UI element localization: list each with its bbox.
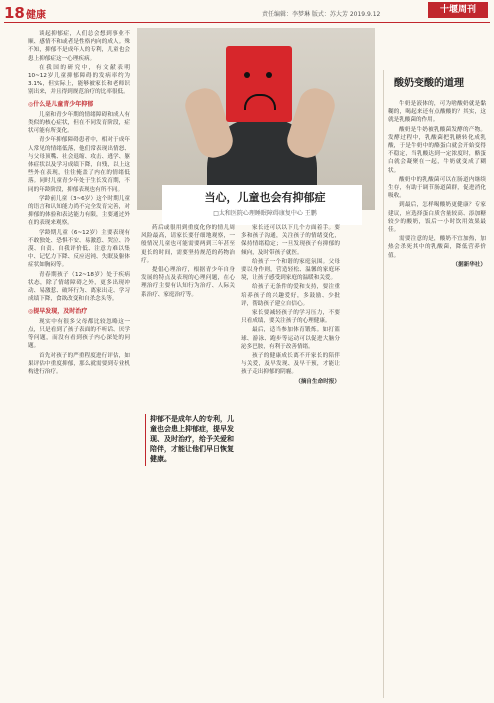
paragraph: 家长要减轻孩子的学习压力，不要只看成绩，要关注孩子的心理健康。 [241, 310, 340, 325]
paragraph: 药后或很用到重度化你的情儿周风险最高，请家长要仔细地观察，一般情况儿童也可能需要两到三年甚至更长的时间，需要坚持规范的药物治疗。 [141, 225, 235, 264]
editor-credits: 责任编辑：李梦琳 版式：苏大芳 2019.9.12 [262, 11, 381, 18]
section-label: 健康 [26, 10, 46, 21]
paragraph: 给孩子一个和谐的家庭氛围。父母要以身作则，营造轻松、温馨的家庭环境，让孩子感受到家庭的温暖和关爱。 [241, 258, 340, 282]
paragraph: 酸奶中的乳酸菌可以在肠道内继续生存，有助于调节肠道菌群，促进消化吸收。 [388, 176, 486, 200]
sidebar-title: 酸奶变酸的道理 [394, 78, 464, 89]
paragraph: 青少年抑郁障碍患者中，相对于成年人常见的情绪低落，他们常表现出情怒、与父母顶嘴、社会退缩、攻击、逃学、躯体症状以及学习成绩下降，自残，以上这些外在表现，往往掩盖了内在的情绪低落。同时儿童青少年处于生长发育期，不同的年龄阶段，抑郁表现也有所不同。 [28, 137, 130, 193]
sad-face-card [226, 46, 292, 122]
paragraph: 学龄期儿童（6~12岁）主要表现有不敢独处、恐惧不安、易激惹、哭泣、冷漠、自责、自我评价低、注意力难以集中、记忆力下降、反应迟钝、失眠及躯体症状如胸闷等。 [28, 229, 130, 269]
article-photo [137, 28, 375, 210]
paragraph: 谈起抑郁症，人们总会想到事业不顺、感情不和或者是性格内向的成人。殊不知，抑郁不是成年人的专利，儿童也会患上抑郁症这一心理疾病。 [28, 31, 130, 62]
subheading: ◎什么是儿童青少年抑郁 [28, 100, 94, 108]
paragraph: 最后，适当参加体育锻炼。如打篮球、游泳、跑步等运动可以促进大脑分泌多巴胺，有利于改善情绪。 [241, 327, 340, 350]
paragraph: 提倡心理治疗，根据青少年自身发展的特点及表现的心理问题，在心理治疗主要有认知行为治疗、人际关系治疗、家庭治疗等。 [141, 267, 235, 298]
paragraph: 儿童和青少年期的情绪障碍和成人有类似的核心症状，但在不同发育阶段，症状可能有所变化。 [28, 111, 130, 135]
paragraph: 在我国的研究中，有文献表明10~12岁儿童抑郁障碍的发病率约为3.1%，但实际上，能够被家长和老师识别出来，并且得到规范治疗的比率很低。 [28, 64, 130, 96]
paragraph: 现实中有很多父母都比较忽略这一点，只是看到了孩子表面的不听话、厌学等问题，而没有看到孩子内心深处的问题。 [28, 318, 130, 350]
header-rule [4, 22, 490, 23]
paragraph: 青春期孩子（12~18岁）处于疾病状态，除了情绪障碍之外，更多出现冲动、易激惹、破坏行为、离家出走、学习成绩下降，食欲改变和自杀念头等。 [28, 271, 130, 303]
sidebar-source: （据新华社） [452, 261, 486, 268]
pull-quote: 抑郁不是成年人的专利，儿童也会患上抑郁症，提早发现、及时治疗，给予关爱和陪伴，才能让他们早日恢复健康。 [145, 414, 240, 466]
page-number: 18 [4, 4, 25, 22]
paragraph: 家长还可以以下几个方面着手。要多和孩子沟通，关注孩子的情绪变化，保持情绪稳定；一旦发现孩子有抑郁的倾向，及时带孩子就医。 [241, 225, 340, 256]
article-column-3 [241, 224, 340, 698]
paragraph: 酸奶是牛奶被乳酸菌发酵的产物。发酵过程中，乳酸菌把乳糖转化成乳酸，于是牛奶中的酪蛋白就会开始变得不稳定，当乳酸达到一定浓度时，酪蛋白就会凝聚在一起，牛奶就变成了糊状。 [388, 126, 486, 174]
newspaper-brand: 十堰周刊 [428, 2, 488, 18]
paragraph: 孩子的健康成长离不开家长的陪伴与关爱，及早发现、及早干预，才能让孩子走出抑郁的阴霾。 [241, 353, 340, 376]
page-header [0, 0, 494, 22]
article-column-1 [28, 30, 130, 698]
paragraph: 首先对孩子的严重程度进行评估，如果评估中重度抑郁，那么就需要到专业机构进行治疗。 [28, 352, 130, 375]
article-byline: □太和医院心理睡眠障碍康复中心 王鹏 [213, 210, 317, 217]
article-title: 当心，儿童也会有抑郁症 [204, 191, 326, 204]
paragraph: 需要注意的是，酸奶不宜加热，加热会杀死其中的乳酸菌，降低营养价值。 [388, 236, 486, 259]
subheading: ◎提早发现，及时治疗 [28, 307, 88, 315]
paragraph: 学龄前儿童（3~6岁）这个时期儿童的语言和认知能力尚不完全发育完善，对抑郁的体验和表达能力有限，主要通过外在的表现来观察。 [28, 195, 130, 227]
sidebar-column [388, 100, 486, 698]
column-divider [383, 70, 384, 698]
paragraph: 牛奶是液体的，可为啥酸奶就是黏糊的，喝起来还有点酸酸的？其实，这就是乳酸菌的作用。 [388, 101, 486, 124]
article-source: （摘自生命时报） [295, 378, 340, 385]
paragraph: 给孩子无条件的爱和支持，要注重培养孩子的兴趣爱好，多鼓励、少批评，帮助孩子建立自信心。 [241, 284, 340, 307]
paragraph: 到最后，怎样喝酸奶更健康？专家建议，应选择蛋白质含量较高、添加糖较少的酸奶，饭后一小时饮用效果最佳。 [388, 202, 486, 234]
